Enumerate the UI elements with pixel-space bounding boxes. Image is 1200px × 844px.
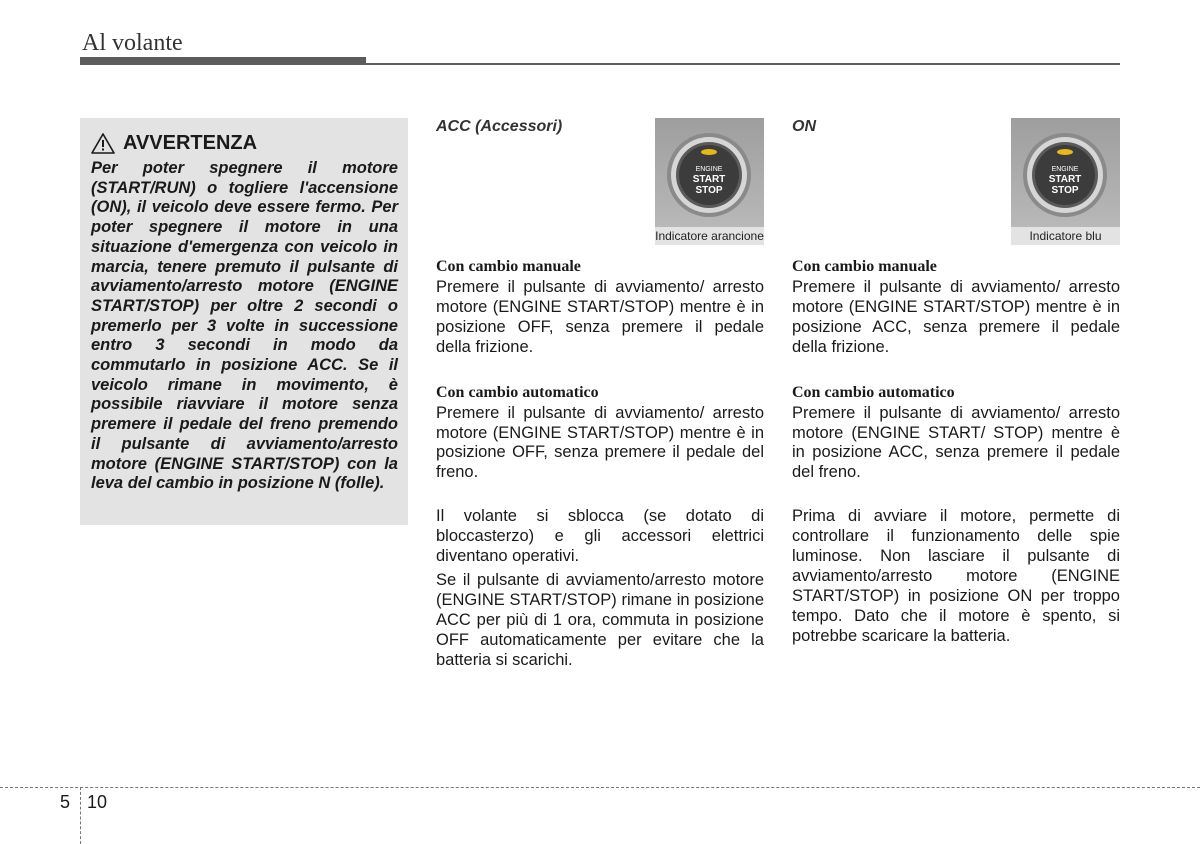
header-rule: [366, 63, 1120, 65]
on-manual-text: Premere il pulsante di avviamento/ arresto motore (ENGINE START/STOP) mentre è in posizione ACC, senza premere il pedale della frizione.: [792, 278, 1120, 356]
acc-content: [436, 258, 764, 671]
on-caption: Indicatore blu: [1011, 227, 1120, 245]
indicator-light: [1057, 149, 1073, 155]
on-auto-heading: Con cambio automatico: [792, 383, 955, 401]
engine-start-button-image: [655, 118, 764, 227]
acc-auto-heading: Con cambio automatico: [436, 383, 599, 401]
button-label-engine: ENGINE: [1051, 166, 1079, 173]
warning-box: [80, 118, 408, 525]
acc-figure: [655, 118, 764, 245]
button-label-stop: STOP: [1051, 185, 1079, 196]
on-manual-heading: Con cambio manuale: [792, 258, 937, 275]
button-label-engine: ENGINE: [695, 166, 723, 173]
on-heading: ON: [792, 118, 816, 135]
warning-header: [91, 132, 398, 155]
on-content: [792, 258, 1120, 647]
acc-manual-text: Premere il pulsante di avviamento/ arresto motore (ENGINE START/STOP) mentre è in posizione OFF, senza premere il pedale della frizione.: [436, 278, 764, 356]
page-header-title: Al volante: [82, 30, 183, 56]
acc-heading: ACC (Accessori): [436, 118, 563, 135]
chapter-number: 5: [60, 792, 71, 812]
footer-rule: [0, 787, 1200, 788]
button-label-start: START: [692, 174, 726, 185]
acc-manual-heading: Con cambio manuale: [436, 258, 581, 275]
footer-divider: [80, 787, 81, 844]
on-figure: [1011, 118, 1120, 245]
engine-start-button-image: [1011, 118, 1120, 227]
page-number: 10: [87, 792, 108, 812]
button-label-stop: STOP: [695, 185, 723, 196]
warning-text: Per poter spegnere il motore (START/RUN) o togliere l'accensione (ON), il veicolo deve essere fermo. Per poter spegnere il motore in una situazione d'emergenza con veicolo in marcia, tenere premuto il pulsante di avviamento/arresto motore (ENGINE START/STOP) per oltre 2 secondi o premerlo per 3 volte in successione entro 3 secondi in modo da commutarlo in posizione ACC. Se il veicolo rimane in movimento, è possibile riavviare il motore senza premere il pedale del freno premendo il pulsante di avviamento/arresto motore (ENGINE START/STOP) con la leva del cambio in posizione N (folle).: [91, 159, 398, 493]
button-label-start: START: [1048, 174, 1082, 185]
on-auto-text: Premere il pulsante di avviamento/ arresto motore (ENGINE START/ STOP) mentre è in posizione ACC, senza premere il pedale del freno.: [792, 403, 1120, 482]
engine-start-button-blue-icon: [1011, 118, 1120, 227]
on-note-1: Prima di avviare il motore, permette di controllare il funzionamento delle spie luminose. Non lasciare il pulsante di avviamento/arresto motore (ENGINE START/STOP) in posizione ON per troppo tempo. Dato che il motore è spento, si potrebbe scaricare la batteria.: [792, 507, 1120, 645]
engine-start-button-orange-icon: [655, 118, 764, 227]
warning-title: AVVERTENZA: [123, 132, 258, 154]
indicator-light: [701, 149, 717, 155]
warning-triangle-icon: [91, 133, 115, 154]
acc-auto-text: Premere il pulsante di avviamento/ arresto motore (ENGINE START/STOP) mentre è in posizione OFF, senza premere il pedale del freno.: [436, 403, 764, 482]
header-bar: [80, 57, 366, 65]
acc-caption: Indicatore arancione: [655, 229, 764, 243]
acc-note-1: Il volante si sblocca (se dotato di bloccasterzo) e gli accessori elettrici diventano operativi.: [436, 507, 764, 566]
acc-note-2: Se il pulsante di avviamento/arresto motore (ENGINE START/STOP) rimane in posizione ACC per più di 1 ora, commuta in posizione OFF automaticamente per evitare che la batteria si scarichi.: [436, 570, 764, 669]
